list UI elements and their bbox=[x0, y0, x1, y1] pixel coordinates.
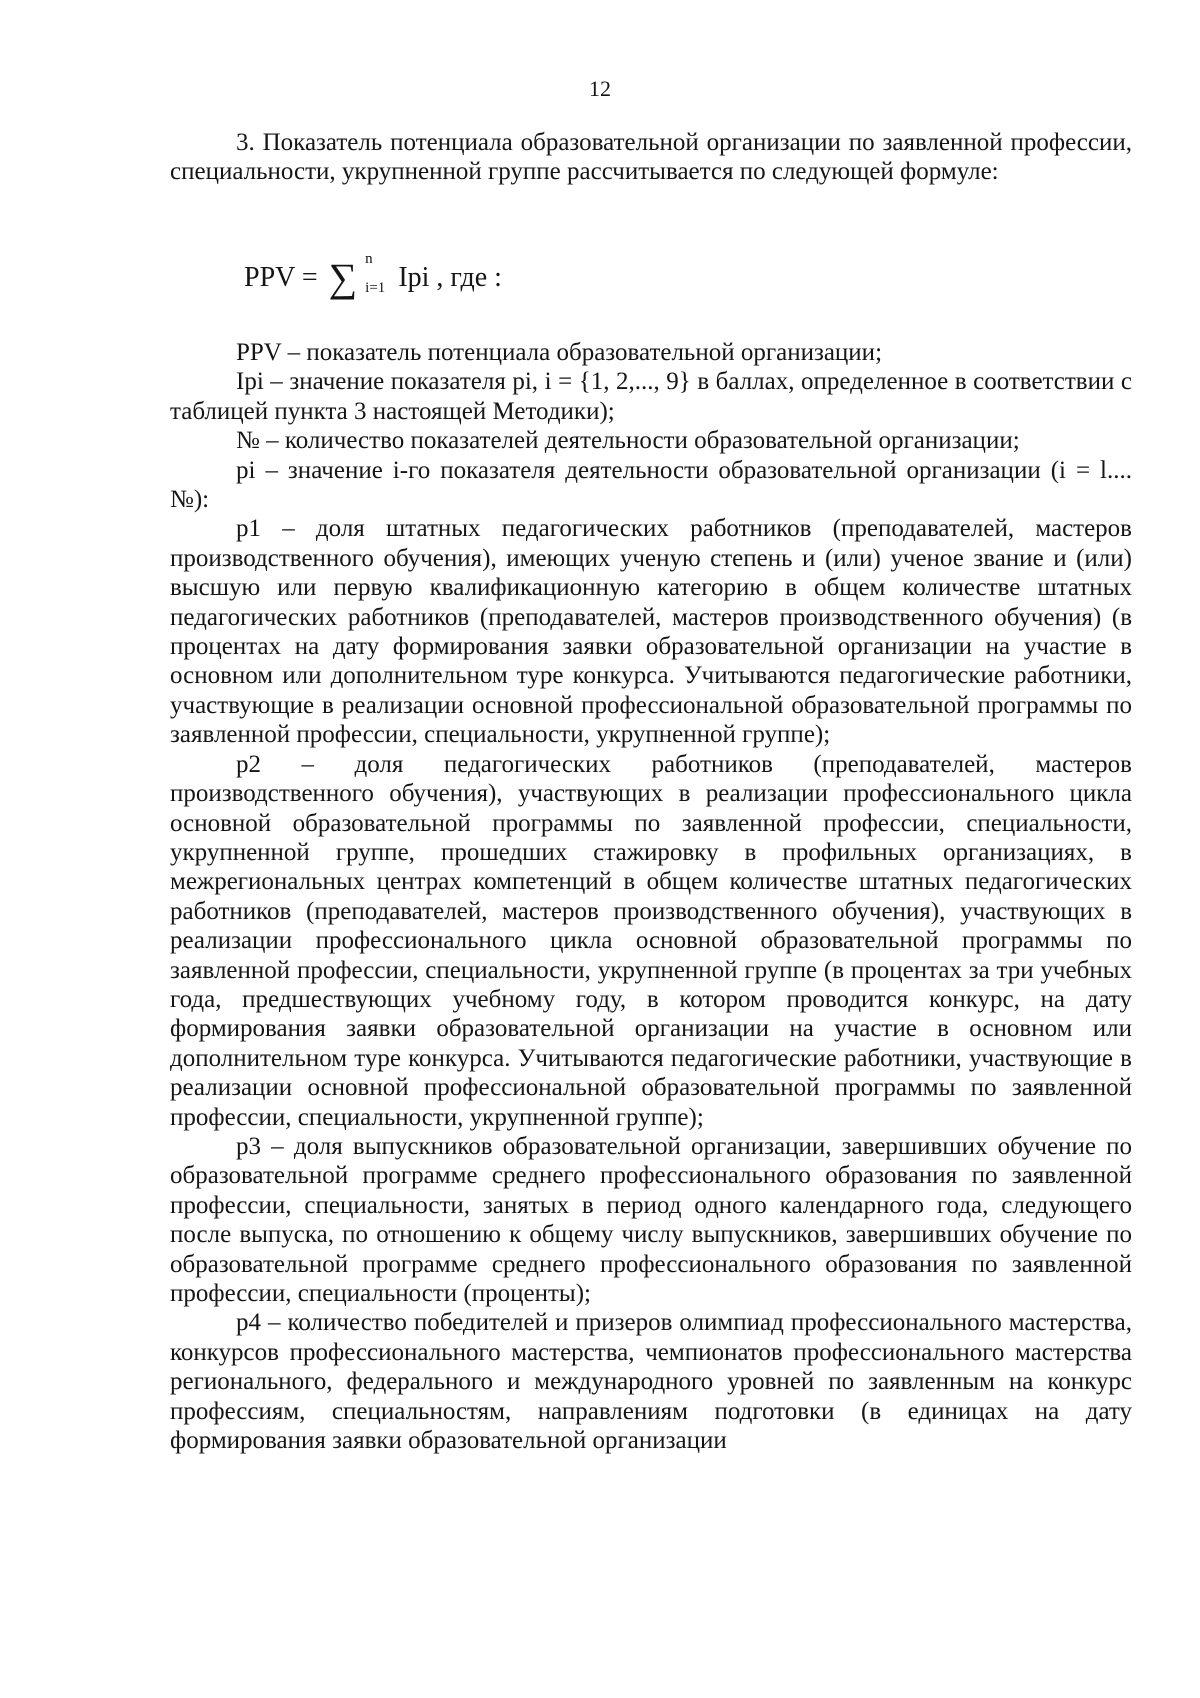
sum-upper-limit: n bbox=[365, 251, 373, 267]
formula-rhs: Ipi , где : bbox=[398, 262, 502, 293]
ppv-formula bbox=[244, 251, 502, 312]
definition-count: № – количество показателей деятельности образовательной организации; bbox=[236, 427, 1020, 455]
definition-p4: p4 – количество победителей и призеров олимпиад профессионального мастерства, конкурсов профессионального мастерства, чемпионатов профессионального мастерства регионального, федерального и международного уровней по заявленным на конкурс профессиям, специальностям, направлениям подготовки (в единицах на дату формирования заявки образовательной организации bbox=[170, 1309, 1132, 1455]
definition-p3: p3 – доля выпускников образовательной организации, завершивших обучение по образовательной программе среднего профессионального образования по заявленной профессии, специальности, занятых в период одного календарного года, следующего после выпуска, по отношению к общему числу выпускников, завершивших обучение по образовательной программе среднего профессионального образования по заявленной профессии, специальности (проценты); bbox=[170, 1132, 1132, 1307]
definition-ppv: PPV – показатель потенциала образовательной организации; bbox=[236, 339, 883, 366]
definition-p2: p2 – доля педагогических работников (преподавателей, мастеров производственного обучения), участвующих в реализации профессионального цикла основной образовательной программы по заявленной профессии, специальности, укрупненной группе, прошедших стажировку в профильных организациях, в межрегиональных центрах компетенций в общем количестве штатных педагогических работников (преподавателей, мастеров производственного обучения), участвующих в реализации профессионального цикла основной образовательной программы по заявленной профессии, специальности, укрупненной группе (в процентах за три учебных года, предшествующих учебному году, в котором проводится конкурс, на дату формирования заявки образовательной организации на участие в основном или дополнительном туре конкурса. Учитываются педагогические работники, участвующие в реализации основной профессиональной образовательной программы по заявленной профессии, специальности, укрупненной группе); bbox=[170, 750, 1132, 1131]
definition-pi: pi – значение i-го показателя деятельности образовательной организации (i = l....№): bbox=[170, 456, 1132, 514]
definition-p1: p1 – доля штатных педагогических работников (преподавателей, мастеров производственного обучения), имеющих ученую степень и (или) ученое звание и (или) высшую или первую квалификационную категорию в общем количестве штатных педагогических работников (преподавателей, мастеров производственного обучения) (в процентах на дату формирования заявки образовательной организации на участие в основном или дополнительном туре конкурса. Учитываются педагогические работники, участвующие в реализации основной профессиональной образовательной программы по заявленной профессии, специальности, укрупненной группе); bbox=[170, 515, 1132, 749]
definition-ipi: Ipi – значение показателя pi, i = {1, 2,..., 9} в баллах, определенное в соответствии с таблицей пункта 3 настоящей Методики); bbox=[170, 368, 1132, 425]
definitions-section bbox=[170, 338, 1132, 1455]
sum-limits bbox=[365, 252, 385, 296]
formula-lhs: PPV = bbox=[244, 262, 318, 293]
sum-lower-limit: i=1 bbox=[365, 280, 386, 296]
intro-section bbox=[170, 128, 1132, 187]
sum-symbol: ∑ bbox=[328, 255, 358, 300]
page-number: 12 bbox=[589, 76, 611, 101]
intro-paragraph: 3. Показатель потенциала образовательной организации по заявленной профессии, специальности, укрупненной группе рассчитывается по следующей формуле: bbox=[170, 129, 1132, 186]
